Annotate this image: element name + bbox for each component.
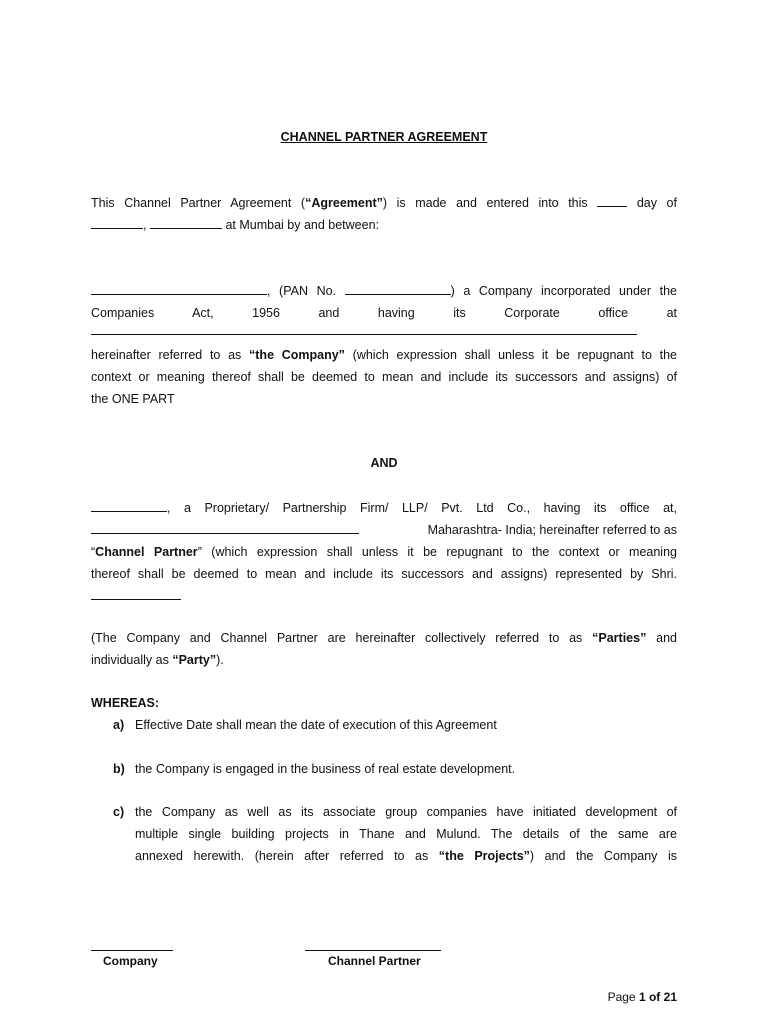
- partner-signature-line: [305, 950, 441, 951]
- intro-line-1: This Channel Partner Agreement (“Agreement”) is made and entered into this day of: [91, 196, 677, 210]
- company-definition: hereinafter referred to as “the Company” (which expression shall unless it be repugnant to the context or meaning thereof shall be deemed to mean and include its successors and assigns) of the ONE PART: [91, 348, 677, 406]
- whereas-heading: WHEREAS:: [91, 696, 160, 710]
- parties-paragraph: (The Company and Channel Partner are hereinafter collectively referred to as “Parties” and individually as “Party”).: [91, 631, 677, 667]
- company-signature-line: [91, 950, 173, 951]
- company-paragraph: [91, 280, 677, 346]
- company-line-1: , (PAN No. ) a Company incorporated under the: [91, 280, 677, 302]
- partner-office-blank: [91, 521, 359, 534]
- year-blank: [150, 216, 222, 229]
- company-line-2: Companies Act, 1956 and having its Corporate office at: [91, 306, 677, 320]
- office-address-blank: [91, 324, 637, 335]
- intro-line-2: , at Mumbai by and between:: [91, 214, 677, 236]
- representative-blank: [91, 587, 181, 600]
- company-name-blank: [91, 282, 267, 295]
- partner-signature-label: Channel Partner: [328, 954, 421, 968]
- and-heading: AND: [370, 456, 398, 470]
- company-signature-label: Company: [103, 954, 158, 968]
- day-blank: [597, 194, 627, 207]
- partner-name-blank: [91, 499, 167, 512]
- partner-paragraph: , a Proprietary/ Partnership Firm/ LLP/ Pvt. Ltd Co., having its office at, Maharashtra- India; hereinafter referred to as “Channel Partner” (which expression shall unless it be repugnant to the context or meaning thereof shall be deemed to mean and include its successors and assigns) represented by Shri.: [91, 497, 677, 607]
- document-page: CHANNEL PARTNER AGREEMENT This Channel Partner Agreement (“Agreement”) is made and entered into this day of , at Mumbai by and between: , (PAN No. ) a Company incorporated under the Companies Act, 1956 and having its Corporate office at hereinafter referred to as “the Company” (which expression shall unless it be repugnant to the context or meaning thereof shall be deemed to mean and include its successors and assigns) of the ONE PART AND , a Proprietary/ Partnership Firm/ LLP/ Pvt. Ltd Co., having its office at, Maharashtra- India; hereinafter referred to as “Channel Partner” (which expression shall unless it be repugnant to the context or meaning thereof shall be deemed to mean and include its successors and assigns) represented by Shri. (The Company and Channel Partner are hereinafter collectively referred to as “Parties” and individually as “Party”). WHEREAS: a) Effective Date shall mean the date of execution of this Agreement b) the Company is engaged in the business of real estate development. c) the Company as well as its associate group companies have initiated development of multiple single building projects in Thane and Mulund. The details of the same are annexed herewith. (herein after referred to as “the Projects”) and the Company is Company Channel Partner Page 1 of 21: [0, 0, 768, 1024]
- intro-paragraph: [91, 192, 677, 236]
- document-title: CHANNEL PARTNER AGREEMENT: [280, 130, 488, 144]
- company-address-line: [91, 324, 677, 346]
- pan-blank: [345, 282, 451, 295]
- month-blank: [91, 216, 143, 229]
- page-number: Page 1 of 21: [607, 990, 677, 1004]
